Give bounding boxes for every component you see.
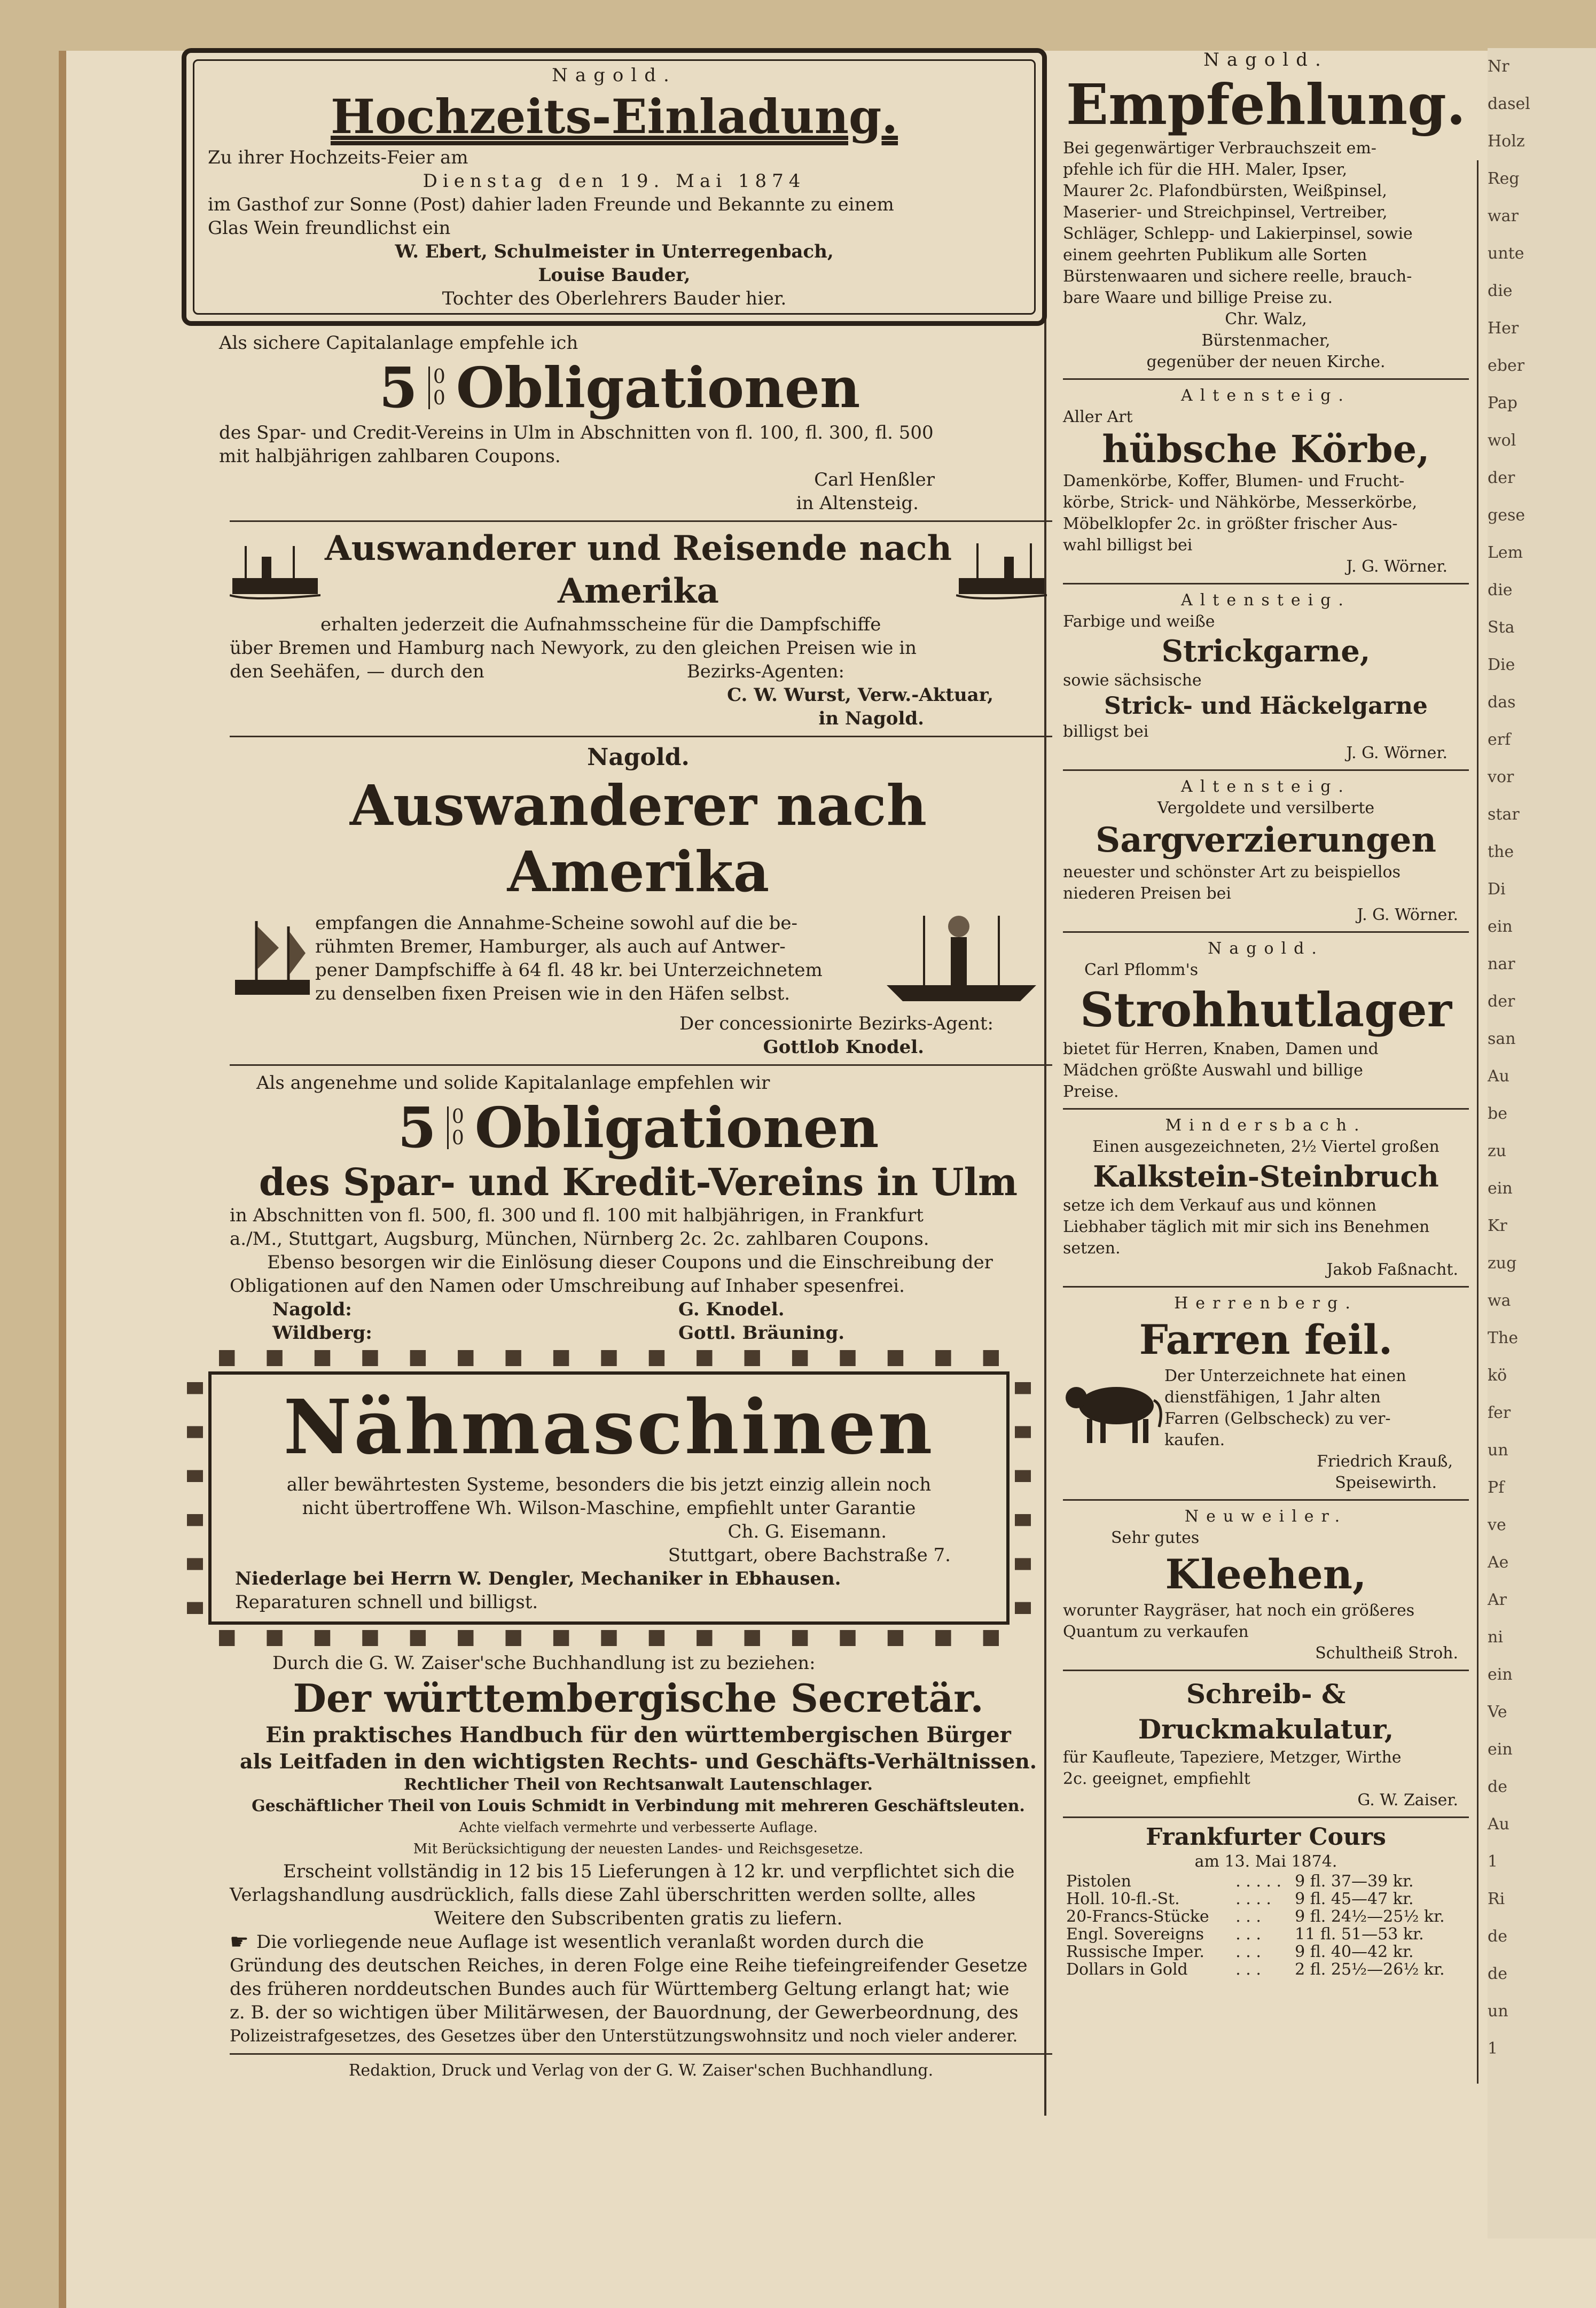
next-page-fragment-line: ve [1488, 1516, 1506, 1534]
next-page-fragment-line: Pap [1488, 394, 1517, 412]
ad-line: neuester und schönster Art zu beispiellos [1063, 863, 1401, 882]
emigrant-ad-2 [166, 743, 1052, 1059]
rates-cell-dots: . . . [1235, 1907, 1261, 1926]
next-page-fragment-line: Kr [1488, 1217, 1507, 1235]
ad-line: Niederlage bei Herrn W. Dengler, Mechaniker in Ebhausen. [235, 1568, 841, 1589]
ad-line: Ebenso besorgen wir die Einlösung dieser Coupons und die Einschreibung der [267, 1252, 993, 1273]
ad-line: Der Unterzeichnete hat einen [1164, 1367, 1406, 1385]
rates-row [1063, 1961, 1469, 1978]
ad-title: Schreib- & Druckmakulatur, [1138, 1678, 1394, 1745]
ad-town: Nagold. [587, 744, 690, 771]
rates-cell-dots: . . . [1235, 1925, 1261, 1944]
steamship-illustration-left [230, 535, 320, 605]
ad-title: Der württembergische Secretär. [293, 1675, 984, 1721]
next-page-fragment-line: Pf [1488, 1478, 1505, 1497]
next-page-fragment-line: san [1488, 1030, 1516, 1048]
ad-line: Mit Berücksichtigung der neuesten Landes- und Reichsgesetze. [413, 1841, 864, 1857]
percent-sup: 0 [433, 366, 445, 388]
ad-line: aller bewährtesten Systeme, besonders die bis jetzt einzig allein noch [286, 1474, 932, 1495]
ad-line: über Bremen und Hamburg nach Newyork, zu den gleichen Preisen wie in [230, 637, 917, 659]
next-page-fragment-line: 1 [1488, 2039, 1498, 2058]
next-page-fragment-line: wol [1488, 431, 1516, 450]
basket-ad [1063, 385, 1469, 578]
ad-line: Mädchen größte Auswahl und billige [1063, 1061, 1363, 1080]
next-page-fragment-line: wa [1488, 1291, 1511, 1310]
ad-line: einem geehrten Publikum alle Sorten [1063, 246, 1367, 264]
next-page-fragment-line: Lem [1488, 543, 1523, 562]
next-page-fragment-line: die [1488, 282, 1513, 300]
ad-line: Die vorliegende neue Auflage ist wesentlich veranlaßt worden durch die [256, 1931, 924, 1953]
rates-date: am 13. Mai 1874. [1194, 1852, 1337, 1871]
column-rule-right [1477, 160, 1478, 2084]
knitting-yarn-ad [1063, 590, 1469, 764]
ad-line: in Abschnitten von fl. 500, fl. 300 und fl. 100 mit halbjährigen, in Frankfurt [230, 1205, 924, 1226]
ad-signature: Speisewirth. [1335, 1473, 1437, 1492]
ad-line: rühmten Bremer, Hamburger, als auch auf Antwer- [315, 936, 786, 957]
percent-sup: 0 [451, 1106, 464, 1128]
next-page-fragment-line: ni [1488, 1628, 1503, 1647]
ad-pre: Carl Pflomm's [1084, 961, 1199, 979]
rates-cell-name: Engl. Sovereigns [1066, 1925, 1204, 1944]
ad-line: Bei gegenwärtiger Verbrauchszeit em- [1063, 139, 1376, 158]
ad-line: dienstfähigen, 1 Jahr alten [1164, 1388, 1381, 1407]
ad-town: Neuweiler. [1184, 1507, 1348, 1526]
ad-line: pfehle ich für die HH. Maler, Ipser, [1063, 160, 1348, 179]
next-page-fragment-line: Nr [1488, 57, 1509, 76]
ad-line: Preise. [1063, 1082, 1119, 1101]
waste-paper-ad [1063, 1677, 1469, 1811]
ad-pre: Farbige und weiße [1063, 612, 1215, 631]
next-page-fragment-line: kö [1488, 1366, 1507, 1385]
ad-line: worunter Raygräser, hat noch ein größeres [1063, 1601, 1415, 1620]
ad-signature: Bürstenmacher, [1201, 331, 1331, 350]
ad-title: Strohhutlager [1079, 982, 1452, 1038]
ad-line: körbe, Strick- und Nähkörbe, Messerkörbe, [1063, 493, 1418, 512]
next-page-fragment-line: vor [1488, 768, 1514, 786]
next-page-fragment-line: unte [1488, 244, 1524, 263]
percent-number: 5 [379, 355, 418, 420]
next-page-fragment-line: ein [1488, 917, 1513, 936]
ad-line: pener Dampfschiffe à 64 fl. 48 kr. bei Unterzeichnetem [315, 960, 823, 981]
obligation-ad-1 [166, 326, 1052, 515]
ad-town: Nagold. [1208, 939, 1324, 958]
next-page-fragment-line: das [1488, 693, 1516, 712]
ad-line: für Kaufleute, Tapeziere, Metzger, Wirthe [1063, 1748, 1402, 1767]
rates-table [1063, 1873, 1469, 1978]
rates-title: Frankfurter Cours [1146, 1823, 1386, 1851]
ad-line: Liebhaber täglich mit mir sich ins Benehmen [1063, 1218, 1430, 1236]
ad-intro: Als angenehme und solide Kapitalanlage empfehlen wir [256, 1072, 770, 1094]
ad-intro: Durch die G. W. Zaiser'sche Buchhandlung ist zu beziehen: [272, 1652, 816, 1674]
ad-line: Louise Bauder, [538, 264, 691, 286]
next-page-fragment-line: de [1488, 1777, 1507, 1796]
next-page-fragment-line: nar [1488, 955, 1515, 973]
ad-line: zu denselben fixen Preisen wie in den Häfen selbst. [315, 983, 791, 1004]
ad-line: kaufen. [1164, 1431, 1225, 1449]
rates-cell-val: 9 fl. 40—42 kr. [1295, 1943, 1414, 1961]
rates-row [1063, 1890, 1469, 1908]
ad-title: Hochzeits-Einladung. [330, 89, 898, 144]
ad-pre: Aller Art [1063, 408, 1133, 426]
ad-line: wahl billigst bei [1063, 536, 1193, 555]
ad-signature: Chr. Walz, [1225, 310, 1307, 329]
next-page-fragment-line: zu [1488, 1142, 1507, 1160]
ad-line: Schläger, Schlepp- und Lakierpinsel, sowie [1063, 224, 1413, 243]
ad-title: Sargverzierungen [1096, 820, 1436, 860]
ad-line: Achte vielfach vermehrte und verbesserte Auflage. [459, 1820, 818, 1836]
next-page-fragment-line: the [1488, 843, 1514, 861]
ad-signature: in Nagold. [818, 708, 924, 729]
imprint-footer: Redaktion, Druck und Verlag von der G. W. Zaiser'schen Buchhandlung. [348, 2061, 934, 2080]
ad-line: z. B. der so wichtigen über Militärwesen, der Bauordnung, der Gewerbeordnung, des [230, 2002, 1019, 2023]
ad-line: nicht übertroffene Wh. Wilson-Maschine, empfiehlt unter Garantie [302, 1498, 916, 1519]
next-page-fragment-line: Ar [1488, 1590, 1507, 1609]
ad-intro: Als sichere Capitalanlage empfehle ich [219, 332, 578, 354]
ad-line: Dienstag den 19. Mai 1874 [423, 170, 806, 192]
ad-line: erhalten jederzeit die Aufnahmsscheine für die Dampfschiffe [320, 614, 881, 635]
ad-title-2: Strick- und Häckelgarne [1104, 692, 1428, 720]
ad-title: Obligationen [474, 1095, 879, 1160]
ad-line: Zu ihrer Hochzeits-Feier am [208, 147, 468, 168]
brush-ad [1063, 48, 1469, 373]
next-page-fragment-line: star [1488, 805, 1520, 824]
secretary-book-ad [166, 1651, 1052, 2048]
next-page-fragment [1488, 48, 1596, 2239]
coffin-decoration-ad [1063, 776, 1469, 926]
limestone-quarry-ad [1063, 1115, 1469, 1281]
rates-cell-dots: . . . [1235, 1943, 1261, 1961]
rates-row [1063, 1925, 1469, 1943]
rates-cell-dots: . . . . [1235, 1890, 1271, 1908]
next-page-fragment-line: Sta [1488, 618, 1515, 637]
next-page-fragment-line: fer [1488, 1403, 1511, 1422]
rates-row [1063, 1943, 1469, 1961]
ad-line: W. Ebert, Schulmeister in Unterregenbach, [395, 241, 834, 262]
ad-line: sowie sächsische [1063, 671, 1202, 690]
ad-line: bietet für Herren, Knaben, Damen und [1063, 1040, 1379, 1058]
ad-line: setzen. [1063, 1239, 1121, 1258]
ad-line: Verlagshandlung ausdrücklich, falls diese Zahl überschritten werden sollte, alles [230, 1884, 976, 1906]
ad-line: Farren (Gelbscheck) zu ver- [1164, 1409, 1391, 1428]
ad-signature: G. W. Zaiser. [1357, 1791, 1458, 1810]
ad-pre: Vergoldete und versilberte [1157, 799, 1375, 817]
ad-signature: Schultheiß Stroh. [1315, 1644, 1458, 1663]
ad-signature: in Altensteig. [796, 493, 919, 514]
wedding-invitation-ad [182, 48, 1047, 326]
ad-line: Maserier- und Streichpinsel, Vertreiber, [1063, 203, 1388, 222]
next-page-fragment-line: gese [1488, 506, 1525, 525]
ad-title: Empfehlung. [1066, 72, 1466, 137]
ad-line: Stuttgart, obere Bachstraße 7. [668, 1545, 951, 1566]
ad-line: empfangen die Annahme-Scheine sowohl auf die be- [315, 913, 798, 934]
ad-title: Kleehen, [1165, 1550, 1367, 1598]
ad-line: bare Waare und billige Preise zu. [1063, 288, 1333, 307]
rates-cell-val: 11 fl. 51—53 kr. [1295, 1925, 1424, 1944]
ad-town: Mindersbach. [1165, 1116, 1367, 1135]
ad-pre: Sehr gutes [1111, 1529, 1200, 1547]
ad-signature: Friedrich Krauß, [1317, 1452, 1453, 1471]
next-page-fragment-line: un [1488, 1441, 1508, 1460]
ad-line: Bürstenwaaren und sichere reelle, brauch- [1063, 267, 1412, 286]
ad-line: setze ich dem Verkauf aus und können [1063, 1196, 1377, 1215]
left-column [166, 48, 1052, 2081]
ad-line: des früheren norddeutschen Bundes auch für Württemberg Geltung erlangt hat; wie [230, 1978, 1010, 2000]
ad-line: Gründung des deutschen Reiches, in deren Folge eine Reihe tiefeingreifender Gesetze [230, 1955, 1028, 1976]
rates-cell-name: 20-Francs-Stücke [1066, 1907, 1209, 1926]
next-page-fragment-line: ein [1488, 1179, 1513, 1198]
next-page-fragment-line: war [1488, 207, 1519, 225]
next-page-fragment-line: de [1488, 1927, 1507, 1946]
percent-sub: 0 [433, 387, 445, 409]
next-page-fragment-line: Au [1488, 1815, 1509, 1834]
ad-line: Obligationen auf den Namen oder Umschreibung auf Inhaber spesenfrei. [230, 1275, 905, 1297]
next-page-fragment-line: der [1488, 992, 1515, 1011]
percent-number: 5 [397, 1095, 436, 1160]
right-column [1063, 48, 1469, 1978]
next-page-fragment-line: Ve [1488, 1703, 1507, 1721]
ad-title: hübsche Körbe, [1102, 427, 1430, 471]
ad-title: Auswanderer und Reisende nach Amerika [324, 528, 952, 611]
rates-cell-dots: . . . [1235, 1960, 1261, 1979]
next-page-fragment-line: Au [1488, 1067, 1509, 1086]
ad-line: Glas Wein freundlichst ein [208, 217, 451, 239]
ad-signature: C. W. Wurst, Verw.-Aktuar, [727, 684, 993, 706]
rates-cell-name: Pistolen [1066, 1872, 1131, 1891]
next-page-fragment-line: Ae [1488, 1553, 1509, 1572]
rates-cell-dots: . . . . . [1235, 1872, 1282, 1891]
ad-line: Ch. G. Eisemann. [727, 1521, 887, 1542]
next-page-fragment-line: Ri [1488, 1890, 1505, 1908]
next-page-fragment-line: Holz [1488, 132, 1525, 151]
ad-line: Reparaturen schnell und billigst. [235, 1592, 538, 1613]
next-page-fragment-line: ein [1488, 1665, 1513, 1684]
rates-cell-name: Holl. 10-fl.-St. [1066, 1890, 1180, 1908]
rates-cell-name: Dollars in Gold [1066, 1960, 1188, 1979]
clover-hay-ad [1063, 1506, 1469, 1664]
ad-title: Nähmaschinen [283, 1384, 935, 1471]
next-page-fragment-line: Die [1488, 656, 1515, 674]
next-page-fragment-line: die [1488, 581, 1513, 599]
next-page-fragment-line: Her [1488, 319, 1519, 338]
ad-line: Bezirks-Agenten: [686, 661, 844, 682]
straw-hat-ad [1063, 938, 1469, 1103]
next-page-fragment-line: ein [1488, 1740, 1513, 1759]
next-page-fragment-line: eber [1488, 356, 1525, 375]
place-name: Nagold: [272, 1299, 352, 1320]
ad-signature: J. G. Wörner. [1346, 557, 1448, 576]
ad-town: Herrenberg. [1174, 1294, 1358, 1313]
bull-illustration [1063, 1368, 1164, 1448]
ad-town: Altensteig. [1181, 591, 1351, 610]
ad-line: Erscheint vollständig in 12 bis 15 Lieferungen à 12 kr. und verpflichtet sich die [283, 1861, 1015, 1882]
place-name: Wildberg: [272, 1322, 372, 1344]
ad-line: den Seehäfen, — durch den [230, 661, 484, 682]
rates-cell-val: 9 fl. 24½—25½ kr. [1295, 1907, 1445, 1926]
ad-line: billigst bei [1063, 722, 1149, 741]
ad-line: Weitere den Subscribenten gratis zu liefern. [434, 1908, 843, 1929]
ad-signature: Der concessionirte Bezirks-Agent: [679, 1013, 993, 1034]
ad-line: Quantum zu verkaufen [1063, 1623, 1249, 1641]
next-page-fragment-line: be [1488, 1104, 1507, 1123]
ad-signature: J. G. Wörner. [1357, 906, 1458, 924]
sailing-ship-illustration [230, 910, 315, 1007]
next-page-fragment-line: The [1488, 1329, 1519, 1347]
rates-row [1063, 1873, 1469, 1890]
next-page-fragment-line: erf [1488, 730, 1511, 749]
next-page-fragment-line: de [1488, 1964, 1507, 1983]
ad-line: mit halbjährigen zahlbaren Coupons. [219, 446, 561, 467]
ad-signature: Carl Henßler [814, 469, 935, 490]
ad-title: Strickgarne, [1161, 634, 1371, 669]
next-page-fragment-line: Di [1488, 880, 1506, 899]
steamer-illustration [876, 905, 1047, 1012]
agent-name: G. Knodel. [678, 1299, 785, 1320]
ad-title: Obligationen [456, 355, 860, 420]
ad-line: a./M., Stuttgart, Augsburg, München, Nürnberg 2c. 2c. zahlbaren Coupons. [230, 1228, 929, 1250]
bull-sale-ad [1063, 1293, 1469, 1494]
pointing-hand-icon: ☛ [230, 1930, 249, 1954]
ad-line: Geschäftlicher Theil von Louis Schmidt in Verbindung mit mehreren Geschäftsleuten. [252, 1797, 1025, 1815]
emigrant-ad-1 [166, 527, 1052, 730]
ad-line: Damenkörbe, Koffer, Blumen- und Frucht- [1063, 472, 1405, 490]
ad-line: Polizeistrafgesetzes, des Gesetzes über den Unterstützungswohnsitz und noch vieler anderer. [230, 2026, 1018, 2046]
ad-title: Kalkstein-Steinbruch [1093, 1159, 1439, 1194]
steamship-illustration-right [956, 535, 1047, 605]
next-page-fragment-line: der [1488, 469, 1515, 487]
ad-town: Nagold. [1203, 49, 1328, 71]
next-page-fragment-line: Reg [1488, 169, 1520, 188]
ad-line: niederen Preisen bei [1063, 884, 1232, 903]
next-page-fragment-line: dasel [1488, 95, 1530, 113]
rates-cell-val: 2 fl. 25½—26½ kr. [1295, 1960, 1445, 1979]
ad-line: Rechtlicher Theil von Rechtsanwalt Lautenschlager. [404, 1775, 873, 1794]
ad-town: Nagold. [552, 65, 677, 86]
ad-signature: Jakob Faßnacht. [1326, 1260, 1458, 1279]
ad-line: Möbelklopfer 2c. in größter frischer Aus- [1063, 514, 1398, 533]
ad-title: Farren feil. [1139, 1316, 1393, 1363]
ad-line: 2c. geeignet, empfiehlt [1063, 1769, 1250, 1788]
next-page-fragment-line: un [1488, 2002, 1508, 2021]
rates-row [1063, 1908, 1469, 1925]
sewing-machine-ad [187, 1350, 1031, 1646]
next-page-fragment-line: zug [1488, 1254, 1517, 1273]
ad-signature: gegenüber der neuen Kirche. [1146, 353, 1386, 371]
ad-subtitle: des Spar- und Kredit-Vereins in Ulm [259, 1160, 1018, 1204]
agent-name: Gottl. Bräuning. [678, 1322, 845, 1344]
percent-sub: 0 [451, 1127, 464, 1149]
ad-signature: J. G. Wörner. [1346, 744, 1448, 762]
obligation-ad-2 [166, 1071, 1052, 1345]
ad-pre: Einen ausgezeichneten, 2½ Viertel großen [1092, 1137, 1439, 1156]
frankfurt-exchange-rates [1063, 1823, 1469, 1978]
rates-cell-name: Russische Imper. [1066, 1943, 1204, 1961]
ad-town: Altensteig. [1181, 777, 1351, 796]
rates-cell-val: 9 fl. 37—39 kr. [1295, 1872, 1414, 1891]
ad-line: des Spar- und Credit-Vereins in Ulm in Abschnitten von fl. 100, fl. 300, fl. 500 [219, 422, 934, 443]
ad-town: Altensteig. [1181, 386, 1351, 405]
ad-line: Maurer 2c. Plafondbürsten, Weißpinsel, [1063, 182, 1387, 200]
ad-signature: Gottlob Knodel. [763, 1036, 924, 1058]
ad-line: Ein praktisches Handbuch für den württembergischen Bürger [265, 1722, 1011, 1748]
ad-title: Auswanderer nach Amerika [349, 773, 927, 905]
ad-line: als Leitfaden in den wichtigsten Rechts- und Geschäfts-Verhältnissen. [239, 1749, 1037, 1773]
rates-cell-val: 9 fl. 45—47 kr. [1295, 1890, 1414, 1908]
ad-line: Tochter des Oberlehrers Bauder hier. [442, 288, 787, 309]
next-page-fragment-line: 1 [1488, 1852, 1498, 1871]
ad-line: im Gasthof zur Sonne (Post) dahier laden Freunde und Bekannte zu einem [208, 194, 894, 215]
